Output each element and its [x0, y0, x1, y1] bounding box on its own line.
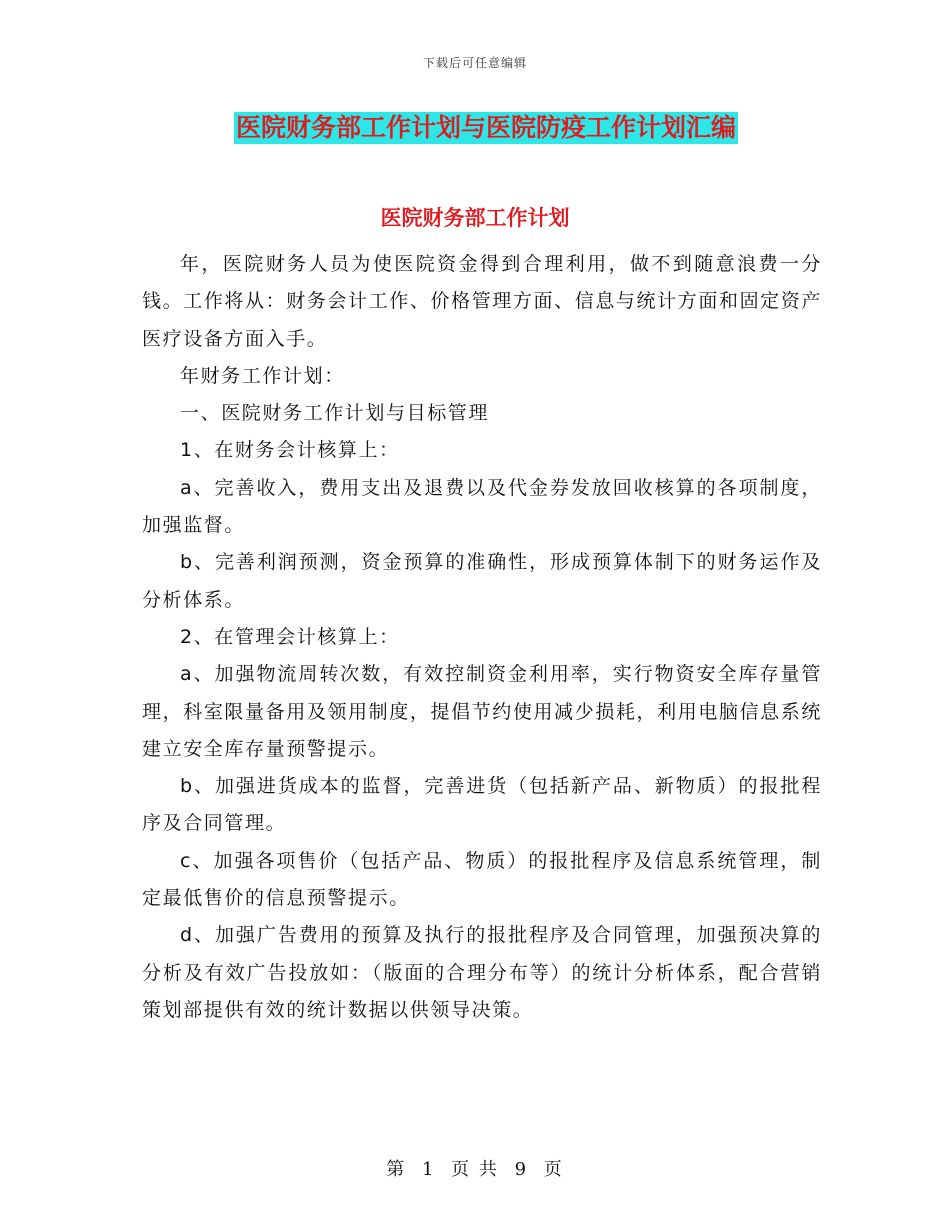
- paragraph: a、加强物流周转次数，有效控制资金利用率，实行物资安全库存量管理，科室限量备用及领用制度，提倡节约使用减少损耗，利用电脑信息系统建立安全库存量预警提示。: [142, 663, 822, 760]
- paragraph: 一、医院财务工作计划与目标管理: [180, 402, 490, 425]
- page-mid: 页 共: [451, 1159, 499, 1180]
- paragraph: 2、在管理会计核算上：: [180, 625, 400, 648]
- page-total: 9: [514, 1159, 529, 1180]
- paragraph: 1、在财务会计核算上：: [180, 439, 400, 462]
- paragraph: b、完善利润预测，资金预算的准确性，形成预算体制下的财务运作及分析体系。: [142, 551, 822, 611]
- page-number: 1: [421, 1159, 436, 1180]
- page-footer: [0, 1155, 950, 1181]
- paragraph: a、完善收入，费用支出及退费以及代金券发放回收核算的各项制度，加强监督。: [142, 476, 822, 537]
- paragraph: c、加强各项售价（包括产品、物质）的报批程序及信息系统管理，制定最低售价的信息预警提示。: [142, 849, 822, 910]
- header-note: 下载后可任意编辑: [422, 56, 527, 70]
- paragraph: 年财务工作计划：: [180, 364, 345, 387]
- document-body: [142, 246, 822, 1029]
- page-prefix: 第: [386, 1159, 407, 1180]
- page-suffix: 页: [543, 1159, 564, 1180]
- section-title: 医院财务部工作计划: [380, 205, 570, 230]
- paragraph: 年，医院财务人员为使医院资金得到合理利用，做不到随意浪费一分钱。工作将从：财务会计工作、价格管理方面、信息与统计方面和固定资产医疗设备方面入手。: [142, 253, 822, 350]
- main-title: 医院财务部工作计划与医院防疫工作计划汇编: [236, 113, 737, 142]
- paragraph: d、加强广告费用的预算及执行的报批程序及合同管理，加强预决算的分析及有效广告投放如：（版面的合理分布等）的统计分析体系，配合营销策划部提供有效的统计数据以供领导决策。: [142, 924, 822, 1021]
- paragraph: b、加强进货成本的监督，完善进货（包括新产品、新物质）的报批程序及合同管理。: [142, 775, 822, 835]
